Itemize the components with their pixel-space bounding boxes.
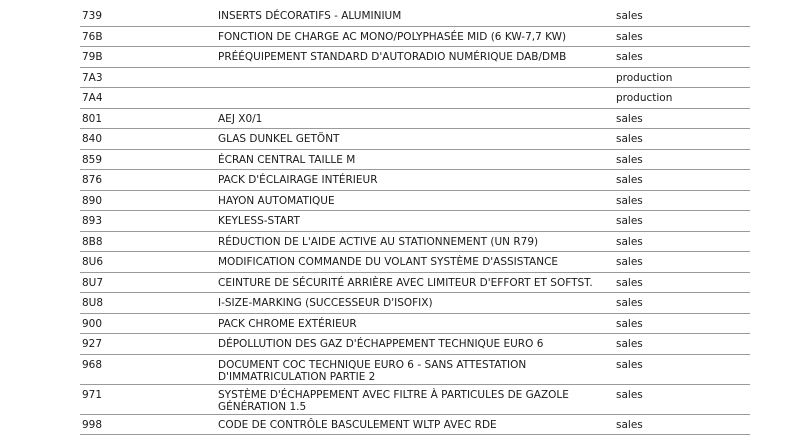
options-table xyxy=(80,6,750,435)
option-code: 998 xyxy=(82,419,202,431)
option-code: 890 xyxy=(82,195,202,207)
option-description: CEINTURE DE SÉCURITÉ ARRIÈRE AVEC LIMITEUR D'EFFORT ET SOFTST. xyxy=(218,277,598,289)
option-source: sales xyxy=(616,113,736,125)
table-row xyxy=(80,47,750,68)
option-description: CODE DE CONTRÔLE BASCULEMENT WLTP AVEC RDE xyxy=(218,419,598,431)
option-source: sales xyxy=(616,256,736,268)
option-description: DÉPOLLUTION DES GAZ D'ÉCHAPPEMENT TECHNIQUE EURO 6 xyxy=(218,338,598,350)
option-description: PACK D'ÉCLAIRAGE INTÉRIEUR xyxy=(218,174,598,186)
table-row xyxy=(80,129,750,150)
table-row xyxy=(80,273,750,294)
option-code: 971 xyxy=(82,389,202,401)
option-code: 840 xyxy=(82,133,202,145)
option-source: production xyxy=(616,72,736,84)
option-description: PACK CHROME EXTÉRIEUR xyxy=(218,318,598,330)
option-source: sales xyxy=(616,338,736,350)
option-code: 8B8 xyxy=(82,236,202,248)
option-source: sales xyxy=(616,277,736,289)
option-source: sales xyxy=(616,154,736,166)
option-code: 7A4 xyxy=(82,92,202,104)
option-source: sales xyxy=(616,318,736,330)
option-description: AEJ X0/1 xyxy=(218,113,598,125)
option-description: ÉCRAN CENTRAL TAILLE M xyxy=(218,154,598,166)
option-source: sales xyxy=(616,10,736,22)
option-description: HAYON AUTOMATIQUE xyxy=(218,195,598,207)
option-code: 893 xyxy=(82,215,202,227)
option-source: sales xyxy=(616,236,736,248)
option-code: 739 xyxy=(82,10,202,22)
table-row xyxy=(80,232,750,253)
option-source: sales xyxy=(616,359,736,371)
table-row xyxy=(80,334,750,355)
table-row xyxy=(80,252,750,273)
option-source: sales xyxy=(616,174,736,186)
option-description: PRÉÉQUIPEMENT STANDARD D'AUTORADIO NUMÉRIQUE DAB/DMB xyxy=(218,51,598,63)
table-row xyxy=(80,88,750,109)
table-row xyxy=(80,68,750,89)
option-description: KEYLESS-START xyxy=(218,215,598,227)
table-row xyxy=(80,211,750,232)
option-source: sales xyxy=(616,297,736,309)
table-row xyxy=(80,293,750,314)
option-description: DOCUMENT COC TECHNIQUE EURO 6 - SANS ATTESTATION D'IMMATRICULATION PARTIE 2 xyxy=(218,359,598,383)
option-code: 968 xyxy=(82,359,202,371)
option-source: sales xyxy=(616,133,736,145)
table-row xyxy=(80,191,750,212)
option-description: FONCTION DE CHARGE AC MONO/POLYPHASÉE MID (6 KW-7,7 KW) xyxy=(218,31,598,43)
table-row xyxy=(80,27,750,48)
option-source: sales xyxy=(616,31,736,43)
table-row xyxy=(80,385,750,415)
option-description: I-SIZE-MARKING (SUCCESSEUR D'ISOFIX) xyxy=(218,297,598,309)
option-description: RÉDUCTION DE L'AIDE ACTIVE AU STATIONNEMENT (UN R79) xyxy=(218,236,598,248)
option-source: sales xyxy=(616,215,736,227)
table-row xyxy=(80,109,750,130)
option-description: GLAS DUNKEL GETÖNT xyxy=(218,133,598,145)
option-code: 79B xyxy=(82,51,202,63)
option-description: MODIFICATION COMMANDE DU VOLANT SYSTÈME D'ASSISTANCE xyxy=(218,256,598,268)
option-description: SYSTÈME D'ÉCHAPPEMENT AVEC FILTRE À PARTICULES DE GAZOLE GÉNÉRATION 1.5 xyxy=(218,389,598,413)
option-code: 927 xyxy=(82,338,202,350)
option-code: 8U7 xyxy=(82,277,202,289)
option-source: production xyxy=(616,92,736,104)
option-code: 900 xyxy=(82,318,202,330)
option-source: sales xyxy=(616,419,736,431)
option-source: sales xyxy=(616,195,736,207)
option-code: 7A3 xyxy=(82,72,202,84)
option-code: 8U8 xyxy=(82,297,202,309)
option-code: 876 xyxy=(82,174,202,186)
option-code: 859 xyxy=(82,154,202,166)
option-code: 8U6 xyxy=(82,256,202,268)
option-code: 801 xyxy=(82,113,202,125)
option-code: 76B xyxy=(82,31,202,43)
table-row xyxy=(80,6,750,27)
table-row xyxy=(80,314,750,335)
table-row xyxy=(80,170,750,191)
option-source: sales xyxy=(616,389,736,401)
option-source: sales xyxy=(616,51,736,63)
option-description: INSERTS DÉCORATIFS - ALUMINIUM xyxy=(218,10,598,22)
table-row xyxy=(80,150,750,171)
table-row xyxy=(80,355,750,385)
